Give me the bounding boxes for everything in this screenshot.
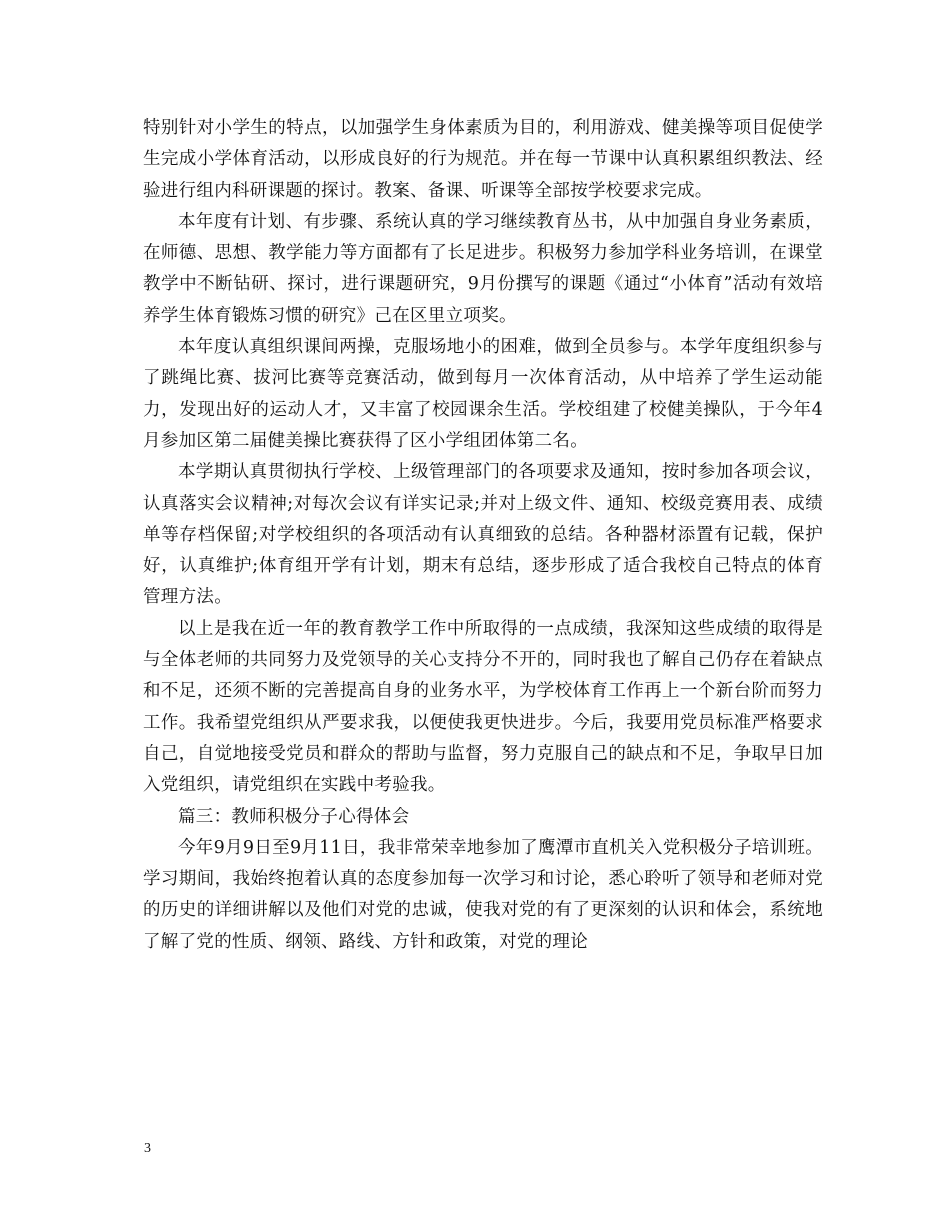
section-heading: 篇三：教师积极分子心得体会 xyxy=(178,806,410,827)
paragraph-3: 本年度认真组织课间两操，克服场地小的困难，做到全员参与。本学年度组织参与了跳绳比赛、拔河比赛等竞赛活动，做到每月一次体育活动，从中培养了学生运动能力，发现出好的运动人才，又丰富了校园课余生活。学校组建了校健美操队，于今年4月参加区第二届健美操比赛获得了区小学组团体第二名。 xyxy=(143,337,823,451)
paragraph-5: 以上是我在近一年的教育教学工作中所取得的一点成绩，我深知这些成绩的取得是与全体老师的共同努力及党领导的关心支持分不开的，同时我也了解自己仍存在着缺点和不足，还须不断的完善提高自身的业务水平，为学校体育工作再上一个新台阶而努力工作。我希望党组织从严要求我，以便使我更快进步。今后，我要用党员标准严格要求自己，自觉地接受党员和群众的帮助与监督，努力克服自己的缺点和不足，争取早日加入党组织，请党组织在实践中考验我。 xyxy=(143,618,823,796)
paragraph-6: 今年9月9日至9月11日，我非常荣幸地参加了鹰潭市直机关入党积极分子培训班。学习期间，我始终抱着认真的态度参加每一次学习和讨论，悉心聆听了领导和老师对党的历史的详细讲解以及他们对党的忠诚，使我对党的有了更深刻的认识和体会，系统地了解了党的性质、纲领、路线、方针和政策，对党的理论 xyxy=(143,837,823,952)
paragraph-1: 特别针对小学生的特点，以加强学生身体素质为目的，利用游戏、健美操等项目促使学生完成小学体育活动，以形成良好的行为规范。并在每一节课中认真积累组织教法、经验进行组内科研课题的探讨。教案、备课、听课等全部按学校要求完成。 xyxy=(143,118,823,201)
document-page xyxy=(143,113,823,958)
page-number: 3 xyxy=(144,1141,151,1156)
paragraph-2: 本年度有计划、有步骤、系统认真的学习继续教育丛书，从中加强自身业务素质，在师德、思想、教学能力等方面都有了长足进步。积极努力参加学科业务培训，在课堂教学中不断钻研、探讨，进行课题研究，9月份撰写的课题《通过“小体育”活动有效培养学生体育锻炼习惯的研究》己在区里立项奖。 xyxy=(143,211,823,326)
paragraph-4: 本学期认真贯彻执行学校、上级管理部门的各项要求及通知，按时参加各项会议，认真落实会议精神;对每次会议有详实记录;并对上级文件、通知、校级竞赛用表、成绩单等存档保留;对学校组织的各项活动有认真细致的总结。各种器材添置有记载，保护好，认真维护;体育组开学有计划，期末有总结，逐步形成了适合我校自己特点的体育管理方法。 xyxy=(143,462,823,608)
